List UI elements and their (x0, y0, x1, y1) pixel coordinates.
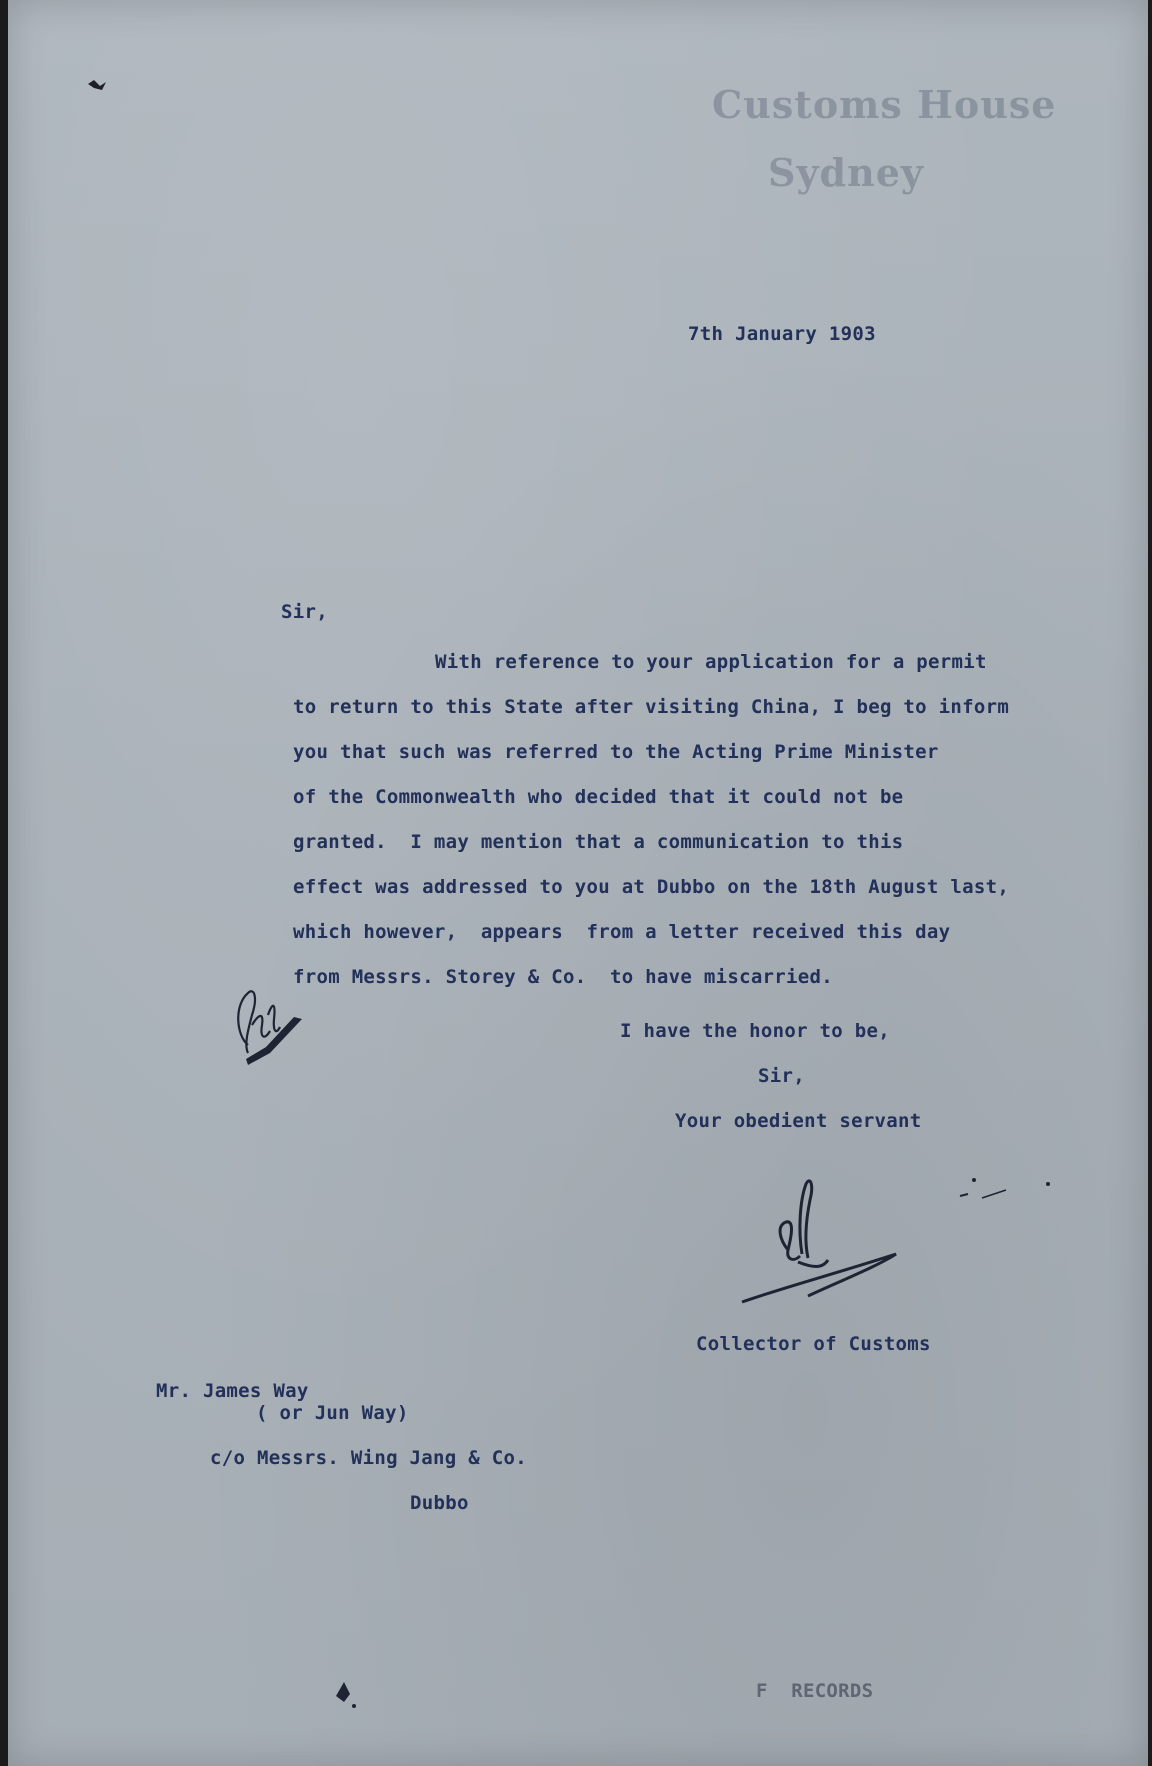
ink-mark-bottom (330, 1672, 360, 1712)
body-line: With reference to your application for a permit (435, 651, 987, 673)
salutation: Sir, (281, 601, 328, 623)
body-line: from Messrs. Storey & Co. to have miscarried. (293, 966, 833, 988)
body-line: of the Commonwealth who decided that it could not be (293, 786, 904, 808)
body-line: effect was addressed to you at Dubbo on the 18th August last, (293, 876, 1010, 898)
signature-title: Collector of Customs (696, 1333, 931, 1355)
footer-records-stamp: F RECORDS (756, 1680, 874, 1702)
closing-line-2: Sir, (758, 1065, 805, 1087)
addressee-town: Dubbo (410, 1492, 469, 1514)
body-line: to return to this State after visiting China, I beg to inform (293, 696, 1010, 718)
collector-signature (728, 1170, 958, 1320)
closing-line-3: Your obedient servant (675, 1110, 922, 1132)
letter-date: 7th January 1903 (688, 323, 876, 345)
letter-body (293, 640, 1009, 1000)
addressee-care-of: c/o Messrs. Wing Jang & Co. (210, 1447, 527, 1469)
letter-sheet (8, 0, 1148, 1766)
addressee-name: Mr. James Way (156, 1380, 309, 1402)
body-line: which however, appears from a letter received this day (293, 921, 951, 943)
ink-blot-icon (84, 74, 114, 98)
customs-house-stamp-line2: Sydney (768, 150, 924, 195)
addressee-alias: ( or Jun Way) (256, 1402, 409, 1424)
closing-line-1: I have the honor to be, (620, 1020, 890, 1042)
ink-specks (948, 1172, 1058, 1212)
body-line: granted. I may mention that a communication to this (293, 831, 904, 853)
body-line: you that such was referred to the Acting Prime Minister (293, 741, 939, 763)
customs-house-stamp-line1: Customs House (712, 82, 1057, 127)
